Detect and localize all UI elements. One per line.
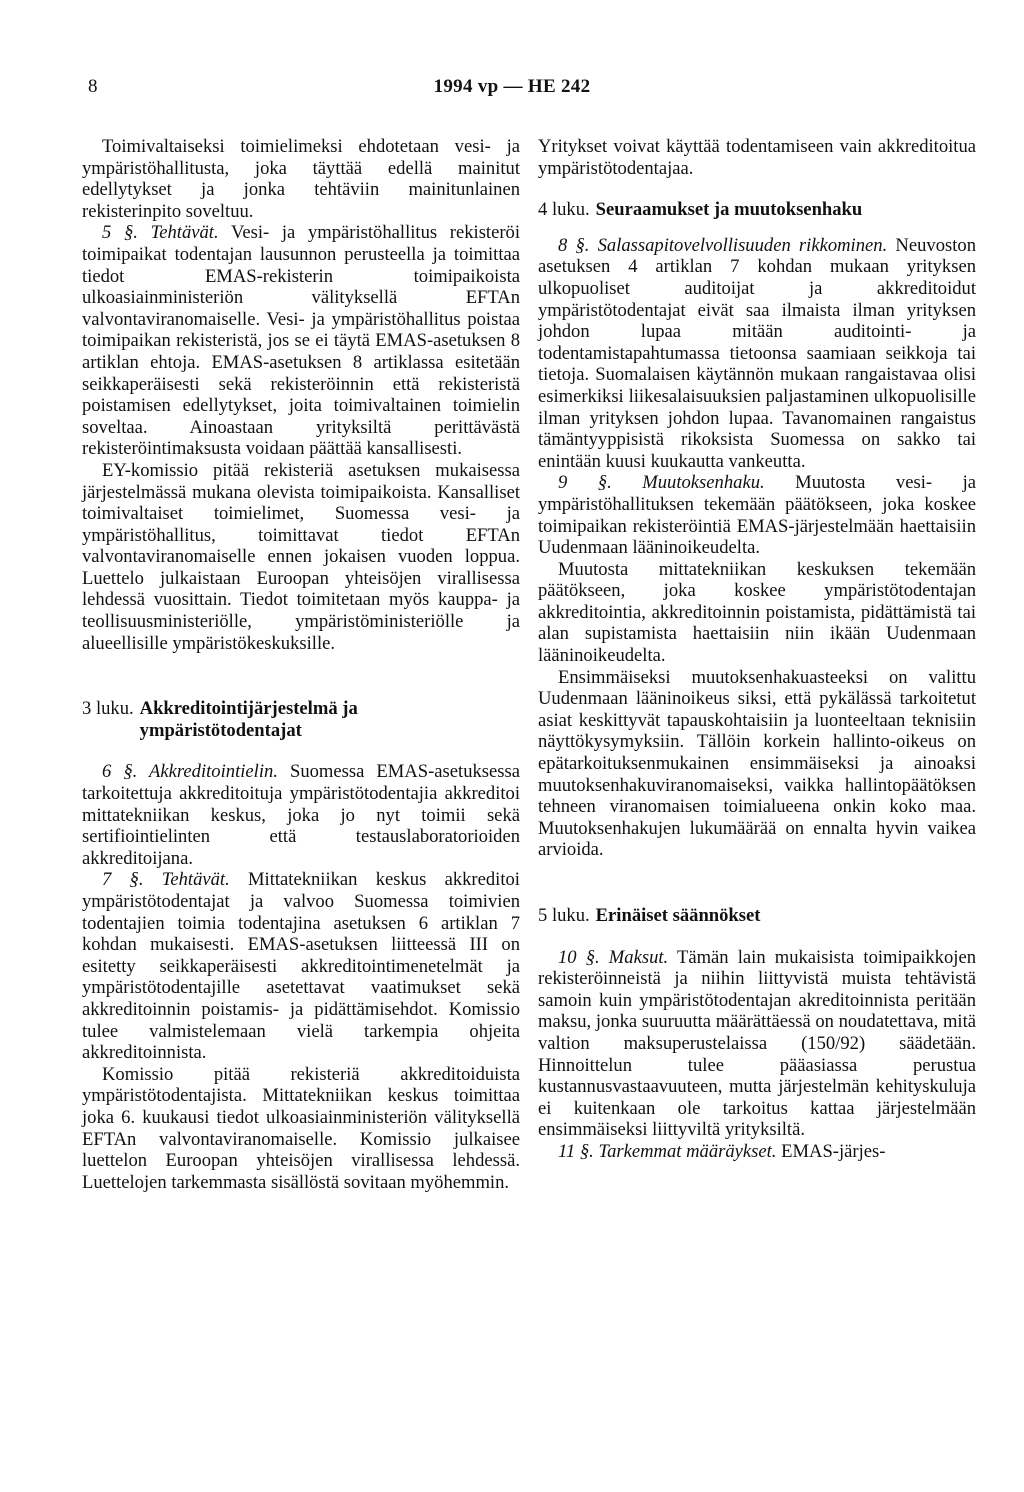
right-column (538, 136, 976, 1163)
section-10 (538, 947, 976, 1141)
section-label: 5 §. Tehtävät. (102, 222, 219, 244)
section-label: 7 §. Tehtävät. (102, 869, 230, 891)
section-text: Neuvoston asetuksen 4 artiklan 7 kohdan mukaan yrityksen ulkopuoliset auditoijat ja akkreditoidut ympäristötodentajat eivät saa ilmaista ilman yrityksen johdon lupaa mitään auditointi- ja todentamistapahtumassa tietoonsa saamiaan seikkoja tai tietoja. Suomalaisen käytännön mukaan rangaistavaa olisi esimerkiksi liikesalaisuuksien paljastaminen ulkopuolisille ilman yrityksen johdon lupaa. Tavanomainen rangaistus tämäntyyppisistä rikoksista Suomessa on sakko tai enintään kuusi kuukautta vankeutta. (538, 234, 976, 472)
section-5 (82, 222, 520, 460)
chapter-3-heading (82, 698, 520, 741)
section-text: Suomessa EMAS-asetuksessa tarkoitettuja akkreditoituja ympäristötodentajia akkreditoi mittatekniikan keskus, joka jo nyt toimii sekä sertifiointielinten että testauslaboratorioiden akkreditoijana. (82, 761, 520, 869)
chapter-number: 4 luku. (538, 199, 590, 221)
paragraph: Komissio pitää rekisteriä akkreditoiduista ympäristötodentajista. Mittatekniikan keskus toimittaa joka 6. kuukausi tiedot ulkoasiainministeriön välityksellä EFTAn valvontaviranomaiselle. Komissio julkaisee luettelon Euroopan yhteisöjen virallisessa lehdessä. Luettelojen tarkemmasta sisällöstä sovitaan myöhemmin. (82, 1063, 520, 1193)
paragraph: Muutosta mittatekniikan keskuksen tekemään päätökseen, joka koskee ympäristötodentajan akkreditointia, akkreditoinnin poistamista, pidättämistä tai alan supistamista haettaisiin niin ikään Uudenmaan lääninoikeudelta. (538, 558, 976, 667)
section-text: Mittatekniikan keskus akkreditoi ympäristötodentajat ja valvoo Suomessa toimivien todentajien toimia todentajina asetuksen 6 artiklan 7 kohdan mukaisesti. EMAS-asetuksen liitteessä III on esitetty seikkaperäisesti akkreditointimenetelmät ja ympäristötodentajille asetettavat vaatimukset sekä akkreditoinnin poistamis- ja pidättämisehdot. Komissio tulee valmistelemaan vielä tarkempia ohjeita akkreditoinnista. (82, 869, 520, 1064)
section-9 (538, 472, 976, 558)
section-text: Tämän lain mukaisista toimipaikkojen rekisteröinneistä ja niihin liittyvistä muista tehtävistä samoin kuin ympäristötodentajan akreditoinnista peritään maksu, jonka suuruutta määrättäessä on noudatettava, mitä valtion maksuperustelaissa (150/92) säädetään. Hinnoittelun tulee pääasiassa perustua kustannusvastaavuuteen, mutta järjestelmän kehityskuluja ei kuitenkaan ole tarkoitus kattaa järjestelmään ensimmäiseksi liittyviltä yrityksiltä. (538, 946, 976, 1141)
chapter-number: 3 luku. (82, 698, 134, 720)
section-text: Vesi- ja ympäristöhallitus rekisteröi toimipaikat todentajan lausunnon perusteella ja toimittaa tiedot EMAS-rekisterin toimipaikoista ulkoasiainministeriön välityksellä EFTAn valvontaviranomaiselle. Vesi- ja ympäristöhallitus poistaa toimipaikan rekisteristä, jos se ei täytä EMAS-asetuksen 8 artiklan ehtoja. EMAS-asetuksen 8 artiklassa esitetään seikkaperäisesti sekä rekisteröinnin että rekisteristä poistamisen edellytykset, joita toimivaltainen toimielin soveltaa. Ainoastaan yrityksiltä perittävästä rekisteröintimaksusta voidaan päättää kansallisesti. (82, 222, 520, 460)
paragraph: Ensimmäiseksi muutoksenhakuasteeksi on valittu Uudenmaan lääninoikeus siksi, että pykälässä tarkoitetut asiat keskittyvät tapauskohtaisiin ja luonteeltaan teknisiin näyttökysymyksiin. Tällöin korkein hallinto-oikeus on epätarkoituksenmukainen ensimmäiseksi ja ainoaksi muutoksenhakuviranomaiseksi, vaikka hallintopäätöksen tehneen viranomaisen toimialueena onkin koko maa. Muutoksenhakujen lukumäärää on ennalta hyvin vaikea arvioida. (538, 666, 976, 861)
section-label: 8 §. Salassapitovelvollisuuden rikkominen. (558, 234, 888, 256)
section-text: Muutosta vesi- ja ympäristöhallituksen tekemään päätökseen, joka koskee toimipaikan rekisteröintiä EMAS-järjestelmään haettaisiin Uudenmaan lääninoikeudelta. (538, 472, 976, 559)
section-8 (538, 235, 976, 473)
chapter-title: Seuraamukset ja muutoksenhaku (595, 199, 863, 221)
running-head: 1994 vp — HE 242 (433, 76, 591, 97)
chapter-title: Akkreditointijärjestelmä ja ympäristötodentajat (139, 698, 358, 741)
chapter-number: 5 luku. (538, 905, 590, 926)
paragraph: EY-komissio pitää rekisteriä asetuksen mukaisessa järjestelmässä mukana olevista toimipaikoista. Kansalliset toimivaltaiset toimielimet, Suomessa vesi- ja ympäristöhallitus, toimittavat tiedot EFTAn valvontaviranomaiselle ennen jokaisen vuoden loppua. Luettelo julkaistaan Euroopan yhteisöjen virallisessa lehdessä vuosittain. Tiedot toimitetaan myös kauppa- ja teollisuusministeriölle, ympäristöministeriölle ja alueellisille ympäristökeskuksille. (82, 459, 520, 654)
section-text: EMAS-järjes- (781, 1140, 886, 1162)
section-label: 11 §. Tarkemmat määräykset. (558, 1140, 777, 1162)
section-label: 9 §. Muutoksenhaku. (558, 472, 765, 494)
section-6 (82, 761, 520, 869)
chapter-4-heading (538, 199, 976, 221)
section-11 (538, 1141, 976, 1163)
section-7 (82, 869, 520, 1063)
chapter-title: Erinäiset säännökset (595, 905, 761, 926)
section-label: 6 §. Akkreditointielin. (102, 761, 278, 783)
left-column (82, 136, 520, 1193)
section-label: 10 §. Maksut. (558, 946, 669, 968)
chapter-5-heading (538, 905, 976, 927)
paragraph: Toimivaltaiseksi toimielimeksi ehdotetaan vesi- ja ympäristöhallitusta, joka täyttää edellä mainitut edellytykset ja jonka tehtäviin mainitunlainen rekisterinpito soveltuu. (82, 136, 520, 222)
page-header (0, 76, 1024, 106)
page-number: 8 (88, 76, 98, 97)
paragraph: Yritykset voivat käyttää todentamiseen vain akkreditoitua ympäristötodentajaa. (538, 136, 976, 179)
